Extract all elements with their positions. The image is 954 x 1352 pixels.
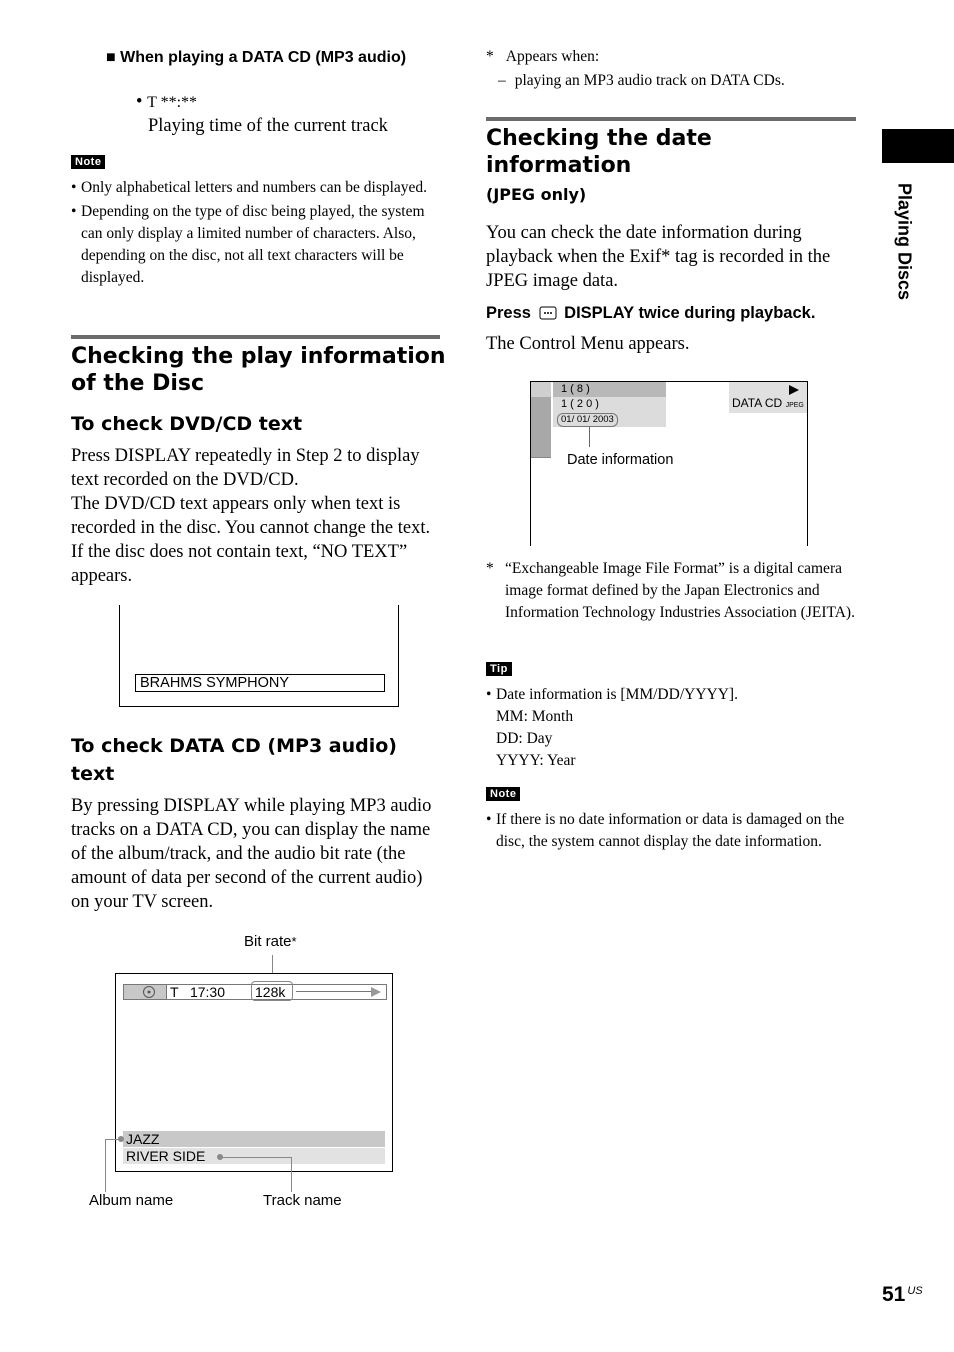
- menu-icon-cell: [531, 412, 551, 428]
- list-item: • Date information is [MM/DD/YYYY]. MM: Month DD: Day YYYY: Year: [486, 684, 856, 772]
- subtitle-mp3-text: To check DATA CD (MP3 audio) text: [71, 735, 397, 785]
- album-callout-dot: [118, 1136, 124, 1142]
- jpeg-control-menu-screen: [530, 381, 808, 546]
- note-list: [71, 177, 441, 289]
- note-badge: Note: [71, 155, 105, 169]
- menu-icon-cell: [531, 397, 551, 413]
- date-row: [553, 412, 666, 427]
- disc-icon-cell: [124, 985, 167, 999]
- mp3-text-body: By pressing DISPLAY while playing MP3 audio tracks on a DATA CD, you can display the name of the album/track, and the audio bit rate (the amount of data per second of the current audio) on your TV screen.: [71, 796, 432, 912]
- dvd-text-field: BRAHMS SYMPHONY: [135, 674, 385, 692]
- progress-line: [296, 991, 371, 992]
- square-bullet-icon: ■: [106, 49, 116, 66]
- section-title-play-info: Checking the play information of the Disc: [71, 344, 446, 396]
- appears-when: * Appears when:: [486, 48, 600, 65]
- chapter-number-row: 1 ( 2 0 ): [553, 397, 666, 412]
- exif-footnote: * “Exchangeable Image File Format” is a digital camera image format defined by the Japan Electronics and Information Technology Industries Association (JEITA).: [486, 560, 855, 621]
- list-item: • If there is no date information or data is damaged on the disc, the system cannot display the date information.: [486, 809, 858, 853]
- play-icon: [370, 987, 382, 997]
- section-rule: [486, 117, 856, 121]
- date-callout-line: [589, 427, 590, 447]
- menu-icon-cell: [531, 442, 551, 458]
- play-icon: [788, 385, 800, 395]
- date-body: You can check the date information during playback when the Exif* tag is recorded in the JPEG image data.: [486, 223, 831, 291]
- list-item: • Depending on the type of disc being played, the system can only display a limited number of characters. Also, depending on the disc, not all text characters will be displayed.: [71, 201, 441, 289]
- subtitle-dvd-text: To check DVD/CD text: [71, 413, 303, 435]
- disc-icon: [124, 985, 166, 999]
- track-callout-hook: [220, 1157, 292, 1158]
- mp3-time-desc: Playing time of the current track: [148, 116, 388, 136]
- date-information-label: Date information: [567, 452, 674, 468]
- album-name-row: JAZZ: [123, 1131, 385, 1147]
- bitrate-label: Bit rate*: [244, 933, 297, 950]
- control-menu-appears: The Control Menu appears.: [486, 334, 690, 354]
- album-callout-line: [105, 1139, 106, 1192]
- track-callout-line: [291, 1157, 292, 1192]
- note-badge: Note: [486, 787, 520, 801]
- bitrate-value: 128k: [251, 981, 293, 1001]
- date-value: 01/ 01/ 2003: [557, 413, 618, 427]
- page-number: 51 $^{US}$: [882, 1283, 923, 1306]
- mp3-status-bar: [123, 984, 387, 1000]
- mp3-time-bullet: • T **:**: [136, 92, 198, 112]
- section-rule: [71, 335, 440, 339]
- tip-badge: Tip: [486, 662, 512, 676]
- display-button-icon: [539, 306, 557, 325]
- menu-icon-cell: [531, 382, 551, 398]
- album-name-label: Album name: [89, 1192, 174, 1209]
- mp3-screen: [115, 973, 393, 1172]
- chapter-tab-marker: [882, 129, 954, 163]
- note-list: [486, 809, 858, 853]
- disc-type-indicator: [729, 382, 807, 413]
- track-callout-dot: [217, 1154, 223, 1160]
- chapter-tab-label: Playing Discs: [894, 182, 915, 301]
- title-number-row: 1 ( 8 ): [553, 382, 666, 397]
- menu-icon-cell: [531, 427, 551, 443]
- mp3-playing-heading: ■ When playing a DATA CD (MP3 audio): [106, 49, 407, 66]
- section-title-date: Checking the date information: [486, 126, 712, 178]
- data-cd-label: DATA CD JPEG: [732, 396, 804, 410]
- section-subtitle-jpeg: (JPEG only): [486, 185, 587, 204]
- press-display-instruction: Press DISPLAY twice during playback.: [486, 304, 815, 325]
- dvd-text-screen: [119, 605, 399, 707]
- tip-list: [486, 684, 856, 772]
- list-item: • Only alphabetical letters and numbers can be displayed.: [71, 177, 441, 199]
- track-name-label: Track name: [263, 1192, 342, 1209]
- appears-item: – playing an MP3 audio track on DATA CDs.: [498, 72, 785, 89]
- track-name-row: RIVER SIDE: [123, 1148, 385, 1164]
- dvd-text-body: Press DISPLAY repeatedly in Step 2 to display text recorded on the DVD/CD. The DVD/CD text appears only when text is recorded in the disc. You cannot change the text. If the disc does not contain text, “NO TEXT” appears.: [71, 446, 431, 586]
- time-display: T 17:30: [170, 984, 226, 1000]
